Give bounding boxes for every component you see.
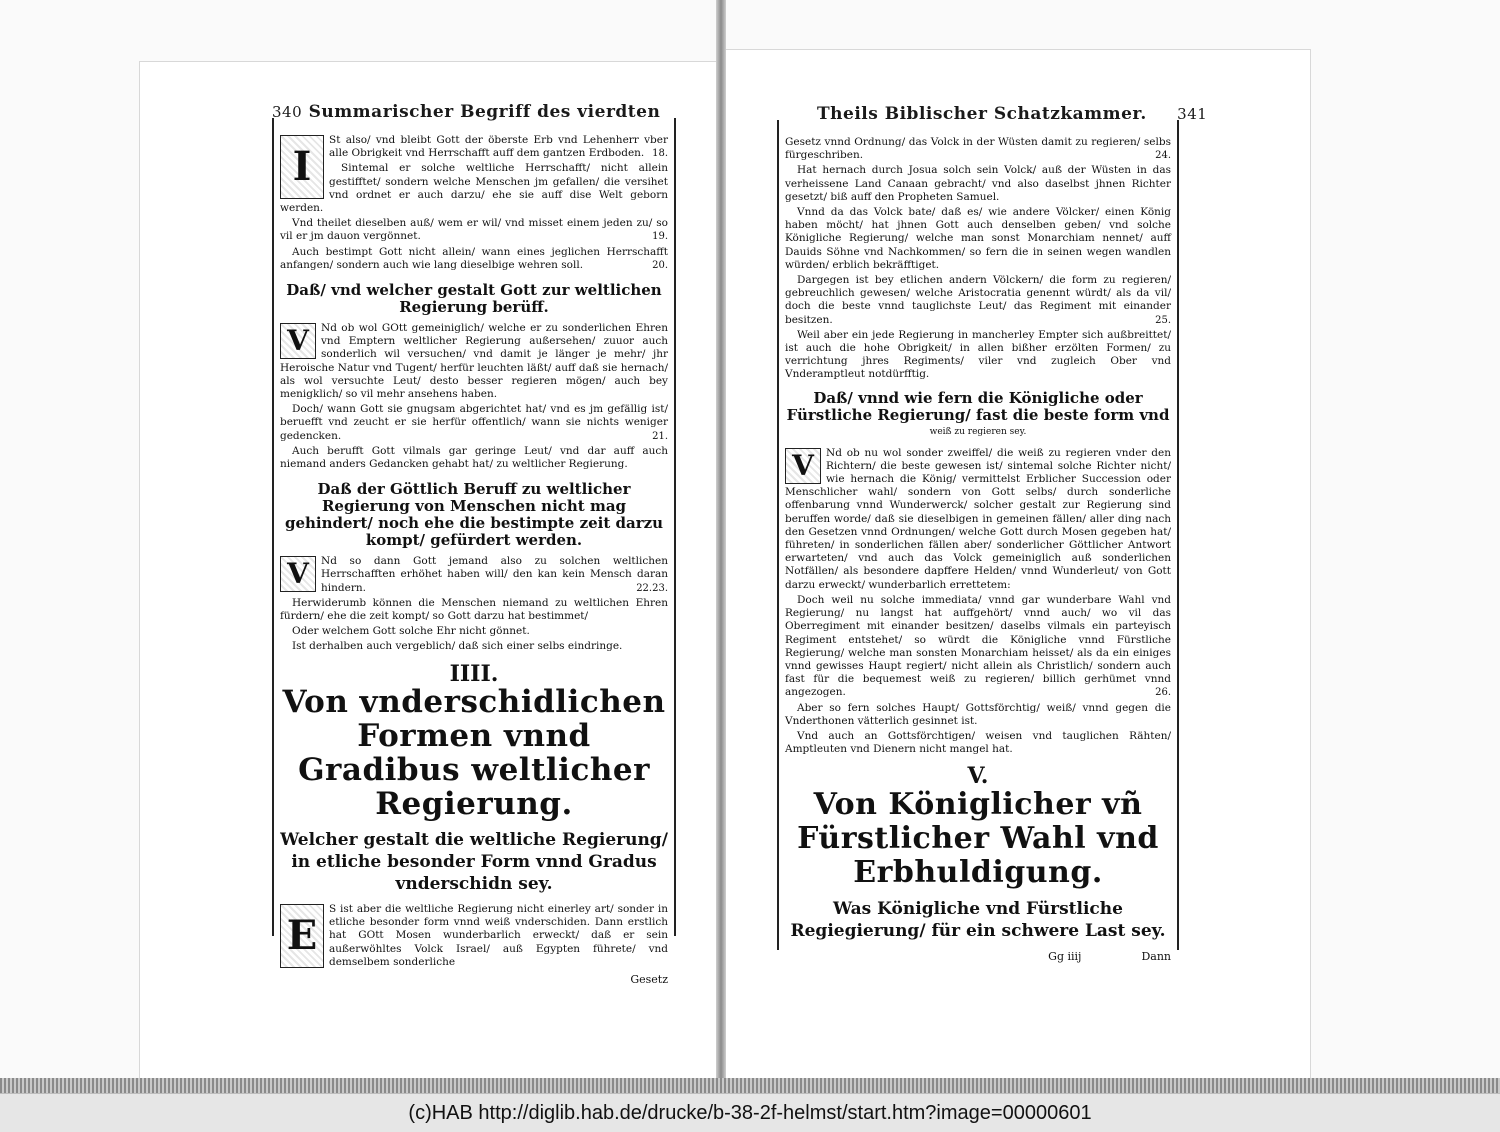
paragraph: Nd ob wol GOtt gemeiniglich/ welche er zu sonderlichen Ehren vnd Emptern weltlicher Regierung außersehen/ zuuor auch sonderlich wil versuchen/ vnd damit je länger je mehr/ jhr Heroische Natur vnd Tugent/ herfür leuchten läßt/ auff daß sie hernach/ als wol versuchte Leut/ desto besser regieren mögen/ auch bey menigklich/ so vil mehr ansehens haben.: [280, 322, 668, 401]
paragraph: [280, 555, 668, 595]
paragraph: S ist aber die weltliche Regierung nicht einerley art/ sonder in etliche besonder form vnnd weiß vnderschiden. Dann erstlich hat GOtt Mosen wunderbarlich erweckt/ daß er sein außerwöhltes Volck Israel/ auß Egypten führete/ vnd demselbem sonderliche: [329, 902, 668, 968]
section-heading: Daß der Göttlich Beruff zu weltlicher Regierung von Menschen nicht mag gehindert/ noch ehe die bestimpte zeit darzu kompt/ gefürdert werden.: [284, 480, 664, 550]
paragraph: Ist derhalben auch vergeblich/ daß sich einer selbs eindringe.: [292, 640, 623, 653]
paragraph: [785, 274, 1171, 327]
paragraph-text: Doch weil nu solche immediata/ vnnd gar wunderbare Wahl vnd Regierung/ nu langst hat auffgehört/ vnnd auch/ wo vil das Oberregiment mit einander besitzen/ daselbs vilmals ein parteyisch Regiment entstehet/ so würdt die Königliche vnnd Fürstliche Regierung/ welche man sonsten Monarchiam heisset/ als da ein einiges vnnd gewisses Haupt regiert/ nicht allein als Christlich/ sondern auch fast für die bequemest weiß zu regieren/ billich gerhümet vnnd angezogen.: [785, 593, 1171, 699]
reference-number: 20.: [652, 259, 668, 271]
left-text-column: [272, 118, 676, 986]
decorated-initial: V: [785, 448, 821, 484]
left-page: [140, 62, 718, 1082]
reference-number: 22.23.: [636, 582, 668, 594]
right-page: [722, 50, 1310, 1080]
paragraph: Herwiderumb können die Menschen niemand zu weltlichen Ehren fürdern/ ehe die zeit kompt/ so Gott darzu hat bestimmet/: [280, 596, 668, 623]
left-running-title: Summarischer Begriff des vierdten: [308, 102, 661, 122]
paragraph-text: Vnd theilet dieselben auß/ wem er wil/ vnd misset einem jeden zu/ so vil er jm dauon vergönnet.: [280, 217, 668, 243]
paragraph-text: Auch bestimpt Gott nicht allein/ wann eines jeglichen Herrschafft anfangen/ sondern auch wie lang dieselbige wehren soll.: [280, 245, 668, 271]
signature-mark: Gg iiij: [1048, 949, 1082, 963]
paragraph: [280, 217, 668, 243]
paragraph: [280, 246, 668, 272]
right-running-title: Theils Biblischer Schatzkammer.: [817, 104, 1147, 124]
section-heading: [785, 390, 1171, 441]
paragraph: [280, 403, 668, 443]
paragraph-text: Doch/ wann Gott sie gnugsam abgerichtet hat/ vnd es jm gefällig ist/ beruefft vnd zeucht er sie herfür offentlich/ wann sie nichts weniger gedencken.: [280, 403, 668, 442]
reference-number: 24.: [1155, 150, 1171, 162]
section-heading: Daß/ vnd welcher gestalt Gott zur weltlichen Regierung berüff.: [286, 281, 662, 317]
reference-number: 21.: [652, 430, 668, 442]
section-heading-note: weiß zu regieren sey.: [929, 426, 1027, 437]
chapter-number: V.: [967, 763, 989, 790]
decorated-initial: E: [280, 904, 324, 968]
chapter-title: Von Königlicher vñ Fürstlicher Wahl vnd Erbhuldigung.: [797, 786, 1159, 890]
right-text-column: [777, 120, 1179, 963]
paragraph-text: Nd so dann Gott jemand also zu solchen weltlichen Herrschafften erhöhet haben will/ den kan kein Mensch daran hindern.: [321, 555, 668, 594]
paragraph: Weil aber ein jede Regierung in mancherley Empter sich außbreittet/ ist auch die hohe Obrigkeit/ in allen bißher erzölten Formen/ zu verrichtung jhres Regiments/ viler vnd zugleich Ober vnd Vnderamptleut notdürfftig.: [785, 328, 1171, 381]
catchword: Gesetz: [630, 972, 668, 986]
paragraph: Sintemal er solche weltliche Herrschafft/ nicht allein gestifftet/ sondern welche Menschen jm gefallen/ die versihet vnd ordnet er auch darzu/ ehe sie auff dise Welt geborn werden.: [280, 162, 668, 215]
reference-number: 25.: [1155, 314, 1171, 326]
book-gutter: [716, 0, 726, 1093]
right-page-number: 341: [1177, 105, 1208, 123]
decorated-initial: V: [280, 323, 316, 359]
paragraph: Aber so fern solches Haupt/ Gottsförchtig/ weiß/ vnnd gegen die Vnderthonen vätterlich gesinnet ist.: [785, 701, 1171, 727]
catchword: Dann: [1141, 949, 1171, 963]
decorated-initial: I: [280, 135, 324, 199]
reference-number: 26.: [1155, 687, 1171, 699]
reference-number: 19.: [652, 231, 668, 243]
paragraph: Hat hernach durch Josua solch sein Volck/ auß der Wüsten in das verheissene Land Canaan gebracht/ vnd also daselbst jhnen Richter gesetzt/ biß auff den Propheten Samuel.: [785, 164, 1171, 203]
chapter-number: IIII.: [449, 660, 499, 687]
paragraph: Vnd auch an Gottsförchtigen/ weisen vnd tauglichen Rähten/ Amptleuten vnd Dienern nicht mangel hat.: [785, 729, 1171, 756]
paragraph: [785, 594, 1171, 700]
chapter-subheading: Welcher gestalt die weltliche Regierung/ in etliche besonder Form vnnd Gradus vnderschidn sey.: [280, 829, 668, 894]
left-page-number: 340: [272, 103, 303, 121]
signature-line: [785, 950, 1171, 963]
decorated-initial: V: [280, 556, 316, 592]
section-heading-text: Daß/ vnnd wie fern die Königliche oder Fürstliche Regierung/ fast die beste form vnd: [786, 388, 1170, 424]
paragraph: [280, 134, 668, 160]
paragraph-text: St also/ vnd bleibt Gott der öberste Erb vnd Lehenherr vber alle Obrigkeit vnd Herrschafft auff dem gantzen Erdboden.: [329, 134, 668, 160]
paragraph-text: Gesetz vnnd Ordnung/ das Volck in der Wüsten damit zu regieren/ selbs fürgeschriben.: [785, 136, 1171, 162]
paragraph: Auch berufft Gott vilmals gar geringe Leut/ vnd dar auff auch niemand anders Gedancken gehabt hat/ zu weltlicher Regierung.: [280, 444, 668, 471]
paragraph: Oder welchem Gott solche Ehr nicht gönnet.: [292, 625, 530, 638]
chapter-title: Von vnderschidlichen Formen vnnd Gradibus weltlicher Regierung.: [282, 683, 666, 822]
paragraph: Nd ob nu wol sonder zweiffel/ die weiß zu regieren vnder den Richtern/ die beste gewesen ist/ sintemal solche Richter nicht/ wie hernach die König/ vermittelst Erblicher Succession oder Menschlicher wahl/ sondern von Gott selbs/ durch sonderliche offenbarung vnnd Wunderwerck/ solcher gestalt zur Regierung sind beruffen worde/ daß sie dieselbigen in gemeinen fällen/ aller ding nach den Gesetzen vnnd Ordnungen/ welche Gott durch Mosen gegeben hat/ führeten/ in sonderlichen fällen aber/ sonderlicher Göttlicher Antwort erwarteten/ vnd auch das Volck gemeiniglich auß sonderlichen Notfällen/ als besondere dapffere Helden/ vnnd Wunderleut/ von Gott darzu erweckt/ wunderbarlich errettetem:: [785, 446, 1171, 591]
reference-number: 18.: [652, 148, 668, 160]
chapter-subheading: Was Königliche vnd Fürstliche Regiegierung/ für ein schwere Last sey.: [790, 898, 1166, 941]
paragraph: Vnnd da das Volck bate/ daß es/ wie andere Völcker/ einen König haben möcht/ hat jhnen Gott auch denselben geben/ vnd solche Königliche Regierung/ welche man sonst Monarchiam nennet/ auff Dauids Söhne vnd Nachkommen/ so fern die in seinen wegen wandlen würden/ erblich bekräfftiget.: [785, 206, 1171, 271]
paragraph: [785, 136, 1171, 162]
source-footer: (c)HAB http://diglib.hab.de/drucke/b-38-2f-helmst/start.htm?image=00000601: [0, 1093, 1500, 1132]
page-edges: [0, 1078, 1500, 1093]
paragraph-text: Dargegen ist bey etlichen andern Völckern/ die form zu regieren/ gebreuchlich gewesen/ welche Aristocratia genennt würdt/ als da vil/ doch die beste vnnd tauglichste Leut/ das Regiment mit einander besitzen.: [785, 274, 1171, 326]
